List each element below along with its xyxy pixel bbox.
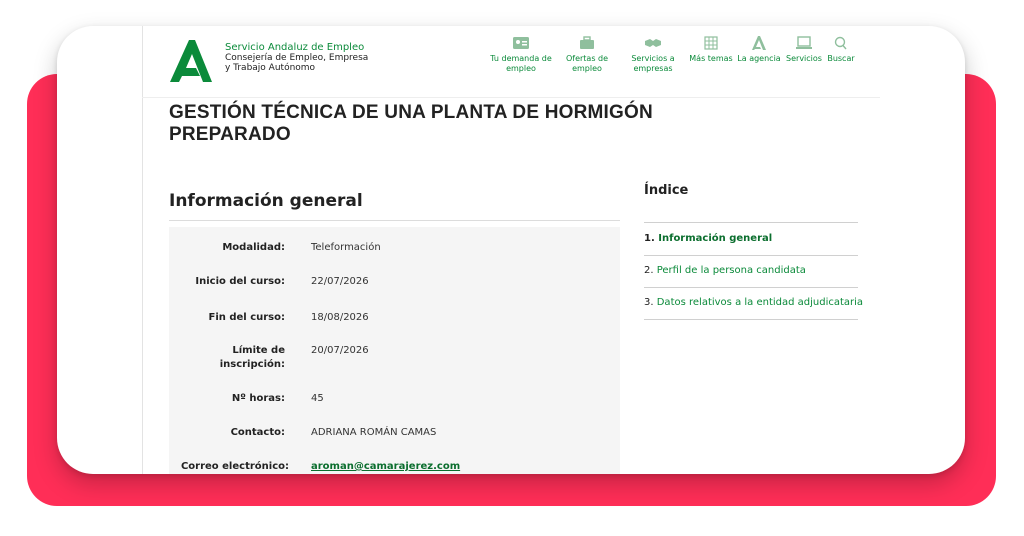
info-key: Nº horas: [231, 393, 285, 404]
brand-subtitle-1: Consejería de Empleo, Empresa [225, 53, 369, 63]
info-value: ADRIANA ROMÁN CAMAS [311, 427, 437, 438]
page-title-line1: GESTIÓN TÉCNICA DE UNA PLANTA DE HORMIGÓN [169, 102, 653, 123]
nav-label: Más temas [689, 54, 733, 63]
info-value: 20/07/2026 [311, 345, 369, 356]
info-key [165, 344, 285, 372]
page-title-line2: PREPARADO [169, 124, 291, 145]
info-table [169, 227, 620, 474]
nav-label: La agencia [737, 54, 781, 63]
nav-label: Servicios [786, 54, 822, 63]
index-heading: Índice [644, 183, 689, 198]
nav-tu-demanda[interactable] [486, 36, 556, 86]
nav-servicios[interactable] [783, 36, 825, 86]
index-num: 1. [644, 233, 655, 244]
nav-label: Ofertas de [565, 54, 609, 63]
header-divider [142, 97, 880, 98]
info-key: Fin del curso: [208, 312, 285, 323]
nav-label: Servicios a [631, 54, 675, 63]
index-divider [644, 287, 858, 288]
section-heading-informacion-general: Información general [169, 191, 363, 211]
index-label: Datos relativos a la entidad adjudicataria [656, 297, 864, 308]
brand-subtitle-2: y Trabajo Autónomo [225, 63, 316, 73]
nav-la-agencia[interactable] [735, 36, 783, 86]
index-label: Información general [658, 233, 773, 244]
index-divider [644, 319, 858, 320]
junta-logo-icon[interactable] [168, 38, 214, 84]
grid-icon [702, 36, 720, 50]
browser-card [57, 26, 965, 474]
info-value: 18/08/2026 [311, 312, 369, 323]
brand-text[interactable] [225, 43, 368, 73]
index-num: 2. [644, 265, 654, 276]
nav-ofertas[interactable] [559, 36, 615, 86]
email-link[interactable]: aroman@camarajerez.com [311, 461, 461, 472]
content-left-border [142, 26, 143, 474]
index-divider [644, 222, 858, 223]
handshake-icon [644, 36, 662, 50]
index-num: 3. [644, 297, 654, 308]
index-label: Perfil de la persona candidata [656, 265, 806, 276]
index-item-informacion-general[interactable] [644, 233, 772, 244]
info-key: Inicio del curso: [195, 276, 285, 287]
info-key: Correo electrónico: [180, 461, 289, 472]
info-value: Teleformación [311, 242, 381, 253]
index-divider [644, 255, 858, 256]
info-value: 22/07/2026 [311, 276, 369, 287]
index-item-datos-entidad[interactable] [644, 297, 863, 308]
info-key-line2: inscripción: [219, 359, 285, 370]
info-key: Contacto: [230, 427, 285, 438]
brand-name: Servicio Andaluz de Empleo [225, 42, 365, 53]
laptop-icon [795, 36, 813, 50]
page-title [169, 102, 789, 146]
nav-servicios-empresas[interactable] [625, 36, 681, 86]
index-item-perfil[interactable] [644, 265, 806, 276]
nav-label: Buscar [827, 54, 855, 63]
andalucia-a-icon [750, 36, 768, 50]
nav-label: empleo [506, 64, 536, 73]
nav-label: empresas [633, 64, 673, 73]
nav-label: empleo [572, 64, 602, 73]
briefcase-icon [578, 36, 596, 50]
id-card-icon [512, 36, 530, 50]
info-key: Modalidad: [222, 242, 285, 253]
nav-buscar[interactable] [823, 36, 859, 86]
info-value: 45 [311, 393, 324, 404]
nav-mas-temas[interactable] [685, 36, 737, 86]
info-key-line1: Límite de [232, 345, 285, 356]
section-divider [169, 220, 620, 221]
nav-label: Tu demanda de [490, 54, 552, 63]
search-icon [832, 36, 850, 50]
